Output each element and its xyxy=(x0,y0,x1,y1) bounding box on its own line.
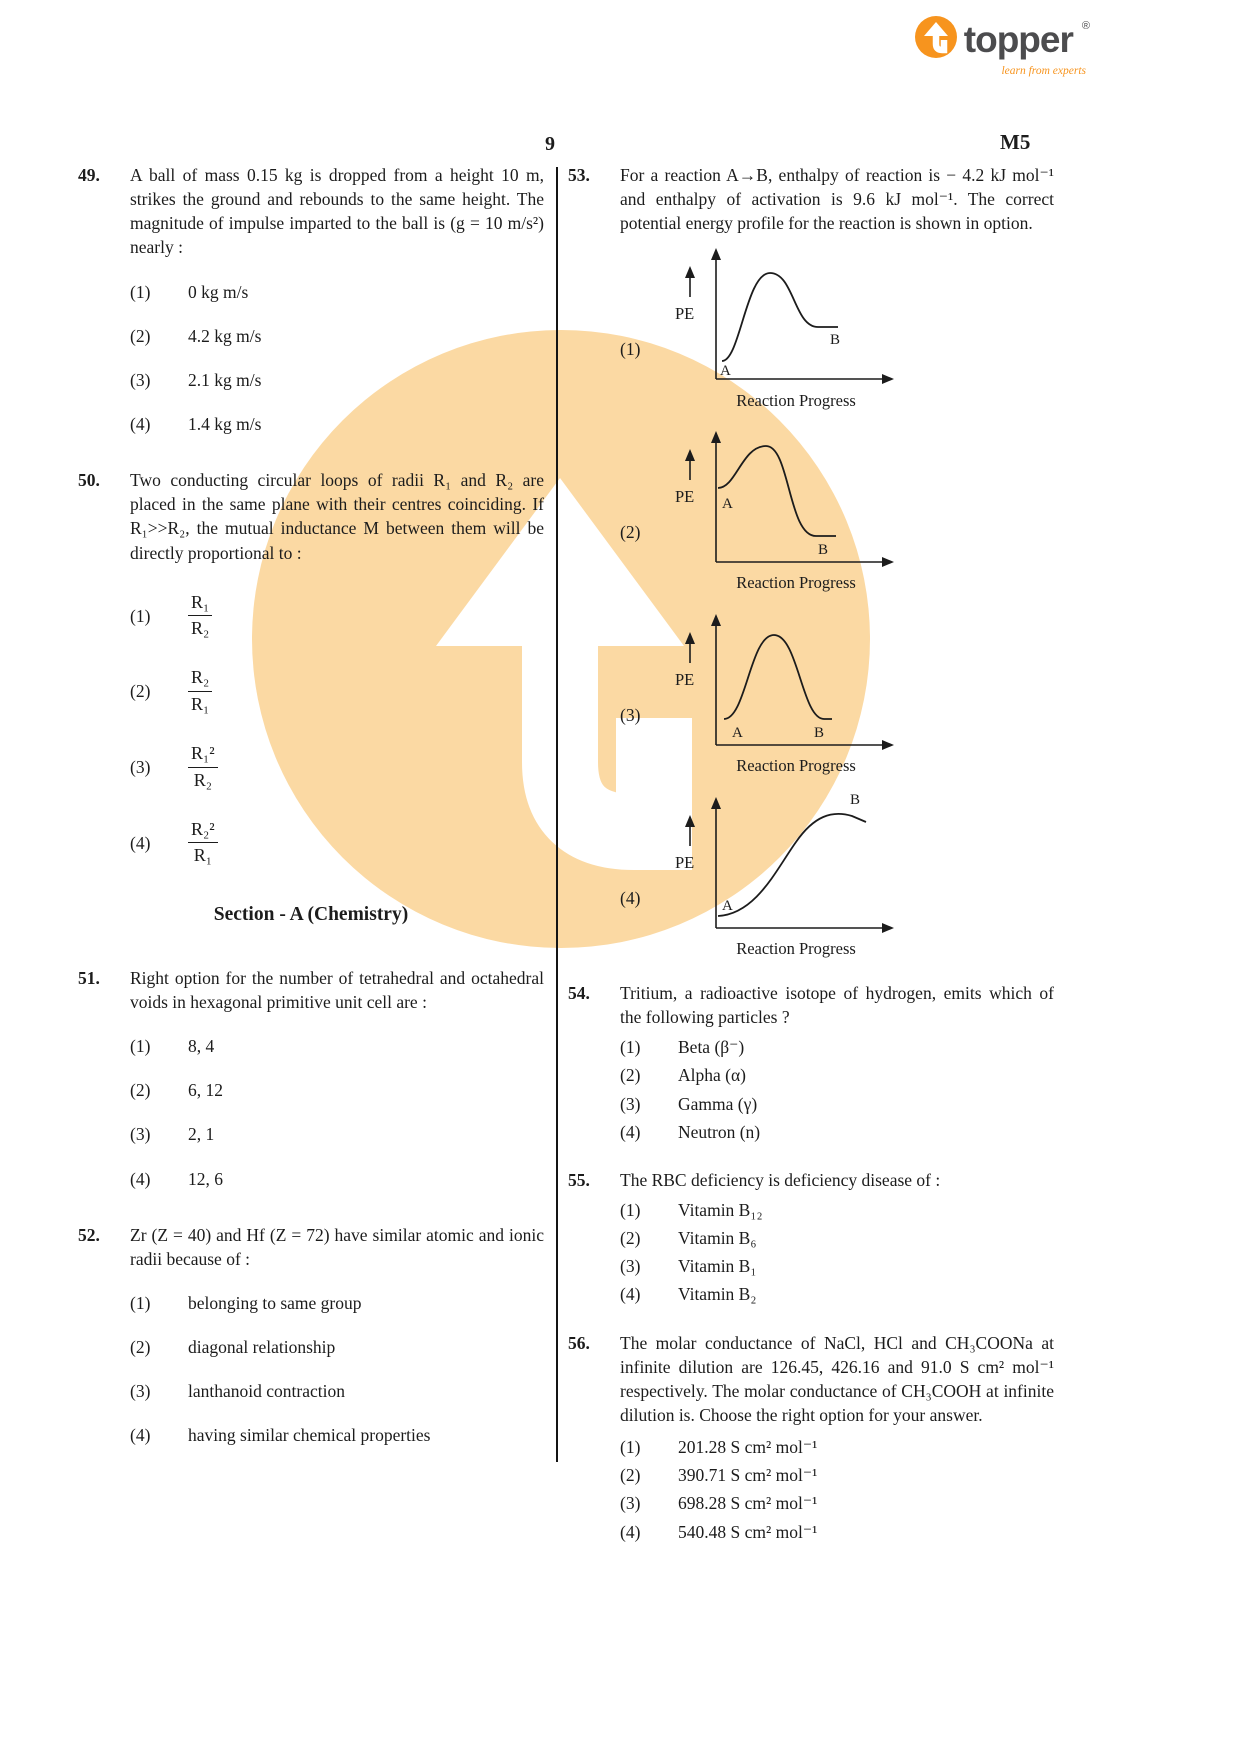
option-4 xyxy=(620,1120,1054,1144)
options-list xyxy=(130,280,544,437)
option-label: (2) xyxy=(620,1465,641,1486)
fraction-numerator: R₂² xyxy=(188,818,218,843)
svg-text:A: A xyxy=(732,725,743,742)
option-2-graph xyxy=(620,422,1054,595)
fraction xyxy=(188,818,218,868)
options-list xyxy=(130,591,544,868)
left-column xyxy=(78,163,544,1480)
option-4 xyxy=(620,1282,1054,1306)
option-text: Vitamin B₁ xyxy=(678,1256,757,1277)
logo-brand-text: topper xyxy=(963,19,1073,60)
question-number: 54. xyxy=(568,983,590,1004)
question-text: Tritium, a radioactive isotope of hydrogen, emits which of the following particles ? xyxy=(620,983,1054,1028)
question-text: Two conducting circular loops of radii R₁ and R₂ are placed in the same plane with their centres coinciding. If R₁>>R₂, the mutual inductance M between them will be directly proportional to : xyxy=(130,470,544,563)
option-1 xyxy=(620,1035,1054,1059)
paper-code: M5 xyxy=(1000,130,1031,154)
option-label: (1) xyxy=(130,1292,151,1313)
option-text: 201.28 S cm² mol⁻¹ xyxy=(678,1437,818,1458)
question-text: The molar conductance of NaCl, HCl and CH₃COONa at infinite dilution are 126.45, 426.16 and 91.0 S cm² mol⁻¹ respectively. The molar conductance of CH₃COOH at infinite dilution is. Choose the right option for your answer. xyxy=(620,1332,1054,1426)
fraction xyxy=(188,666,212,716)
option-4 xyxy=(130,1423,544,1447)
option-label: (3) xyxy=(130,1124,151,1145)
svg-text:A: A xyxy=(722,898,733,915)
fraction-numerator: R₁ xyxy=(188,591,212,616)
option-1 xyxy=(130,591,544,641)
question-55 xyxy=(568,1168,1054,1307)
option-text: Vitamin B₁₂ xyxy=(678,1200,763,1221)
option-4 xyxy=(130,412,544,436)
option-2 xyxy=(130,1335,544,1359)
option-3 xyxy=(620,1254,1054,1278)
svg-text:B: B xyxy=(814,725,825,742)
question-50 xyxy=(78,468,544,868)
option-label: (4) xyxy=(620,1121,641,1142)
option-3 xyxy=(620,1491,1054,1515)
option-label: (4) xyxy=(130,832,151,853)
fraction xyxy=(188,742,218,792)
fraction-denominator: R₁ xyxy=(191,693,210,714)
graph-x-axis-label: Reaction Progress xyxy=(736,939,856,959)
option-label: (1) xyxy=(620,1437,641,1458)
svg-text:B: B xyxy=(830,332,841,349)
svg-text:PE: PE xyxy=(675,487,695,507)
options-list xyxy=(620,1198,1054,1307)
question-number: 52. xyxy=(78,1224,100,1245)
svg-text:B: B xyxy=(818,542,829,559)
options-list xyxy=(130,1034,544,1191)
option-3 xyxy=(130,1122,544,1146)
option-label: (4) xyxy=(620,1521,641,1542)
option-2 xyxy=(130,666,544,716)
option-label: (2) xyxy=(130,1080,151,1101)
question-text: A ball of mass 0.15 kg is dropped from a height 10 m, strikes the ground and rebounds to the same height. The magnitude of impulse imparted to the ball is (g = 10 m/s²) nearly : xyxy=(130,165,544,258)
right-column xyxy=(568,163,1054,1576)
question-number: 55. xyxy=(568,1169,590,1190)
option-label: (4) xyxy=(620,1284,641,1305)
option-2 xyxy=(620,1063,1054,1087)
pe-graph-4 xyxy=(668,788,900,936)
registered-mark: ® xyxy=(1081,19,1090,32)
option-label: (3) xyxy=(130,369,151,390)
question-number: 53. xyxy=(568,165,590,185)
svg-text:PE: PE xyxy=(675,304,695,324)
option-label: (4) xyxy=(130,413,151,434)
column-divider xyxy=(556,167,558,1462)
options-list xyxy=(620,1035,1054,1144)
option-text: 0 kg m/s xyxy=(188,281,249,302)
option-text: 540.48 S cm² mol⁻¹ xyxy=(678,1521,818,1542)
option-4 xyxy=(130,1167,544,1191)
fraction-denominator: R₁ xyxy=(193,845,212,866)
question-51 xyxy=(78,966,544,1191)
logo-tagline: learn from experts xyxy=(1001,65,1086,77)
option-3 xyxy=(620,1092,1054,1116)
graph-x-axis-label: Reaction Progress xyxy=(736,390,856,410)
option-1 xyxy=(130,1291,544,1315)
options-list xyxy=(130,1291,544,1448)
question-text: Zr (Z = 40) and Hf (Z = 72) have similar atomic and ionic radii because of : xyxy=(130,1224,544,1269)
option-1 xyxy=(130,1034,544,1058)
option-label: (3) xyxy=(620,1493,641,1514)
fraction-denominator: R₂ xyxy=(193,769,212,790)
option-2 xyxy=(620,1463,1054,1487)
option-label: (2) xyxy=(620,1228,641,1249)
option-label: (4) xyxy=(130,1425,151,1446)
option-text: 12, 6 xyxy=(188,1168,223,1189)
svg-text:A: A xyxy=(720,363,731,380)
option-4-graph xyxy=(620,788,1054,961)
option-label: (1) xyxy=(620,339,641,360)
question-53 xyxy=(568,163,1054,971)
option-1 xyxy=(620,1198,1054,1222)
option-1 xyxy=(620,1435,1054,1459)
option-label: (2) xyxy=(130,1337,151,1358)
option-label: (1) xyxy=(130,281,151,302)
question-number: 51. xyxy=(78,967,100,988)
option-text: Beta (β⁻) xyxy=(678,1037,745,1058)
option-label: (3) xyxy=(620,1093,641,1114)
options-list xyxy=(620,1435,1054,1544)
option-4 xyxy=(130,818,544,868)
svg-text:A: A xyxy=(722,496,733,513)
option-label: (3) xyxy=(130,1381,151,1402)
question-49 xyxy=(78,163,544,436)
topper-u-icon xyxy=(915,16,957,63)
question-number: 56. xyxy=(568,1332,590,1353)
svg-text:PE: PE xyxy=(675,853,695,873)
option-text: Vitamin B₆ xyxy=(678,1228,757,1249)
question-text: Right option for the number of tetrahedral and octahedral voids in hexagonal primitive unit cell are : xyxy=(130,967,544,1012)
option-text: Gamma (γ) xyxy=(678,1093,758,1114)
option-label: (1) xyxy=(620,1037,641,1058)
option-text: 4.2 kg m/s xyxy=(188,325,262,346)
option-label: (1) xyxy=(620,1200,641,1221)
option-label: (4) xyxy=(620,888,641,909)
option-label: (3) xyxy=(620,705,641,726)
fraction-numerator: R₂ xyxy=(188,666,212,691)
section-heading: Section - A (Chemistry) xyxy=(213,903,409,925)
graph-x-axis-label: Reaction Progress xyxy=(736,756,856,776)
question-52 xyxy=(78,1223,544,1448)
pe-graph-1 xyxy=(668,239,900,387)
option-text: 6, 12 xyxy=(188,1080,223,1101)
question-number: 49. xyxy=(78,165,100,185)
option-3 xyxy=(130,742,544,792)
option-label: (2) xyxy=(130,681,151,702)
pe-graph-3 xyxy=(668,605,900,753)
option-text: 698.28 S cm² mol⁻¹ xyxy=(678,1493,818,1514)
option-label: (4) xyxy=(130,1168,151,1189)
option-text: lanthanoid contraction xyxy=(188,1381,345,1402)
topper-logo xyxy=(915,16,1088,77)
question-text: The RBC deficiency is deficiency disease of : xyxy=(620,1169,941,1190)
option-3 xyxy=(130,1379,544,1403)
option-label: (2) xyxy=(620,1065,641,1086)
svg-text:B: B xyxy=(850,792,861,809)
option-text: Alpha (α) xyxy=(678,1065,746,1086)
option-3-graph xyxy=(620,605,1054,778)
option-2 xyxy=(130,1078,544,1102)
question-56 xyxy=(568,1331,1054,1544)
graph-x-axis-label: Reaction Progress xyxy=(736,573,856,593)
option-text: 390.71 S cm² mol⁻¹ xyxy=(678,1465,818,1486)
option-label: (3) xyxy=(620,1256,641,1277)
option-text: 8, 4 xyxy=(188,1036,215,1057)
option-4 xyxy=(620,1520,1054,1544)
option-label: (1) xyxy=(130,605,151,626)
option-1 xyxy=(130,280,544,304)
pe-graph-2 xyxy=(668,422,900,570)
option-label: (1) xyxy=(130,1036,151,1057)
page-number: 9 xyxy=(545,133,555,155)
question-text: For a reaction A→B, enthalpy of reaction is − 4.2 kJ mol⁻¹ and enthalpy of activation is 9.6 kJ mol⁻¹. The correct potential energy profile for the reaction is shown in option. xyxy=(620,165,1054,234)
option-1-graph xyxy=(620,239,1054,412)
option-label: (2) xyxy=(130,325,151,346)
fraction-numerator: R₁² xyxy=(188,742,218,767)
option-2 xyxy=(130,324,544,348)
question-number: 50. xyxy=(78,470,100,491)
option-text: 2, 1 xyxy=(188,1124,215,1145)
option-2 xyxy=(620,1226,1054,1250)
option-text: diagonal relationship xyxy=(188,1337,336,1358)
option-label: (3) xyxy=(130,757,151,778)
option-text: Vitamin B₂ xyxy=(678,1284,757,1305)
question-54 xyxy=(568,981,1054,1144)
fraction xyxy=(188,591,212,641)
fraction-denominator: R₂ xyxy=(191,618,210,639)
option-text: having similar chemical properties xyxy=(188,1425,431,1446)
option-text: belonging to same group xyxy=(188,1292,362,1313)
option-text: 1.4 kg m/s xyxy=(188,413,262,434)
svg-text:PE: PE xyxy=(675,670,695,690)
option-text: Neutron (n) xyxy=(678,1121,761,1142)
option-3 xyxy=(130,368,544,392)
option-text: 2.1 kg m/s xyxy=(188,369,262,390)
option-label: (2) xyxy=(620,522,641,543)
